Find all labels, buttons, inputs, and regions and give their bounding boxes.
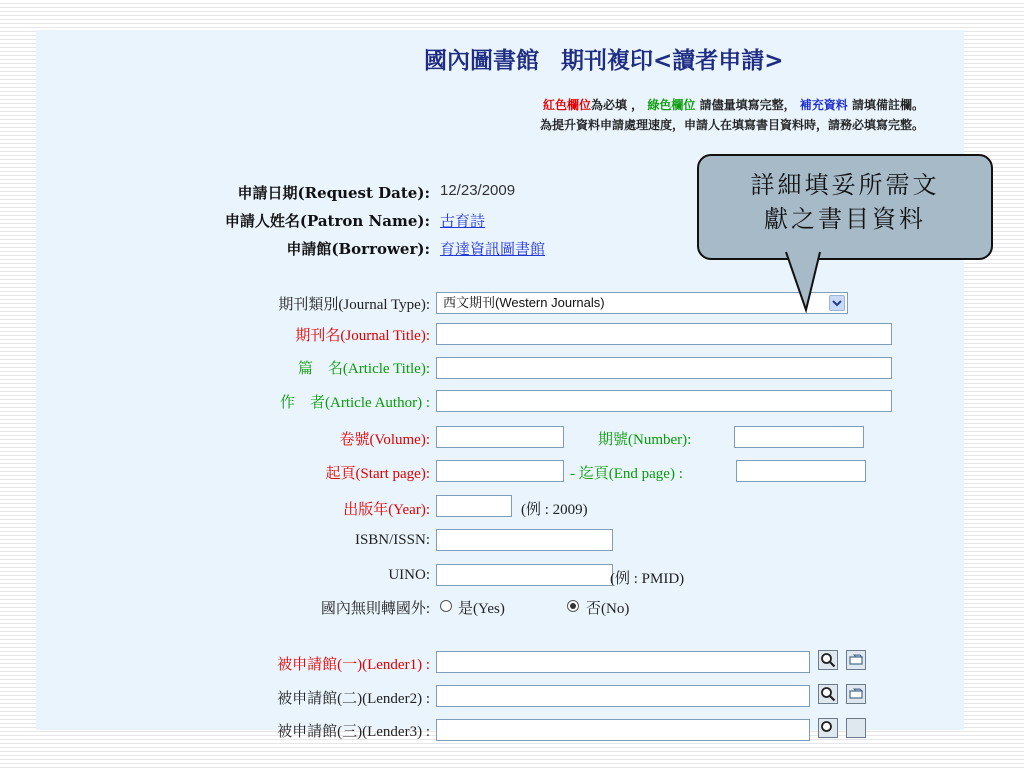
eraser-icon [847,651,865,669]
lender2-label: 被申請館(二)(Lender2) : [277,691,430,707]
number-label: 期號(Number): [598,432,692,448]
complete-request-text: 請儘量填寫完整， [699,98,796,112]
article-title-input[interactable] [436,357,892,379]
green-field-text: 綠色欄位 [647,98,696,112]
journal-type-label: 期刊類別(Journal Type): [278,297,430,313]
callout-line2: 獻之書目資料 [764,205,926,233]
required-text: 為必填 ， [591,98,644,112]
start-page-input[interactable] [436,460,564,482]
forward-yes-label: 是(Yes) [458,601,505,617]
end-page-input[interactable] [736,460,866,482]
callout-pointer [776,250,846,312]
uino-example: (例 : PMID) [610,571,685,587]
journal-type-value: 西文期刊(Western Journals) [443,295,605,310]
eraser-icon [847,685,865,703]
article-title-label: 篇 名(Article Title): [297,361,430,377]
required-notice [543,96,924,113]
journal-title-input[interactable] [436,323,892,345]
year-label: 出版年(Year): [343,502,430,518]
uino-label: UINO: [388,567,430,583]
forward-yes-radio[interactable] [440,600,452,612]
article-author-label: 作 者(Article Author) : [280,395,430,411]
note-field-text: 請填備註欄。 [851,98,924,112]
supplement-text: 補充資料 [799,98,848,112]
form-panel [36,30,964,740]
speed-notice: 為提升資料申請處理速度，申請人在填寫書目資料時，請務必填寫完整。 [539,118,924,132]
callout-box [697,154,993,260]
lender3-clear-button[interactable] [846,718,866,738]
forward-abroad-label: 國內無則轉國外: [320,601,430,617]
search-icon [819,719,837,737]
uino-input[interactable] [436,564,613,586]
title-library: 國內圖書館 [424,48,539,74]
borrower-label: 申請館(Borrower): [286,240,430,258]
start-page-label: 起頁(Start page): [325,466,430,482]
callout-line1: 詳細填妥所需文 [750,171,940,199]
borrower-link[interactable]: 育達資訊圖書館 [440,241,546,258]
year-input[interactable] [436,495,512,517]
lender2-clear-button[interactable] [846,684,866,704]
lender1-label: 被申請館(一)(Lender1) : [277,657,430,673]
red-field-text: 紅色欄位 [542,98,591,112]
request-date-value: 12/23/2009 [440,182,516,199]
title-service: 期刊複印<讀者申請> [561,48,784,74]
lender3-label: 被申請館(三)(Lender3) : [277,724,430,740]
isbn-input[interactable] [436,529,613,551]
end-page-label: - 迄頁(End page) : [570,466,683,482]
year-example: (例 : 2009) [521,502,588,518]
isbn-label: ISBN/ISSN: [354,532,430,548]
patron-name-label: 申請人姓名(Patron Name): [224,212,430,230]
search-icon [819,651,837,669]
lender1-search-button[interactable] [818,650,838,670]
lender1-clear-button[interactable] [846,650,866,670]
search-icon [819,685,837,703]
lender2-input[interactable] [436,685,810,707]
forward-no-label: 否(No) [586,601,630,617]
volume-label: 卷號(Volume): [339,432,430,448]
lender1-input[interactable] [436,651,810,673]
forward-no-radio[interactable] [567,600,579,612]
patron-name-link[interactable]: 古育詩 [440,213,486,230]
page-title [424,42,784,75]
journal-title-label: 期刊名(Journal Title): [295,328,430,344]
radio-selected-dot [570,603,576,609]
article-author-input[interactable] [436,390,892,412]
volume-input[interactable] [436,426,564,448]
lender2-search-button[interactable] [818,684,838,704]
lender3-input[interactable] [436,719,810,741]
lender3-search-button[interactable] [818,718,838,738]
request-date-label: 申請日期(Request Date): [237,184,430,202]
number-input[interactable] [734,426,864,448]
